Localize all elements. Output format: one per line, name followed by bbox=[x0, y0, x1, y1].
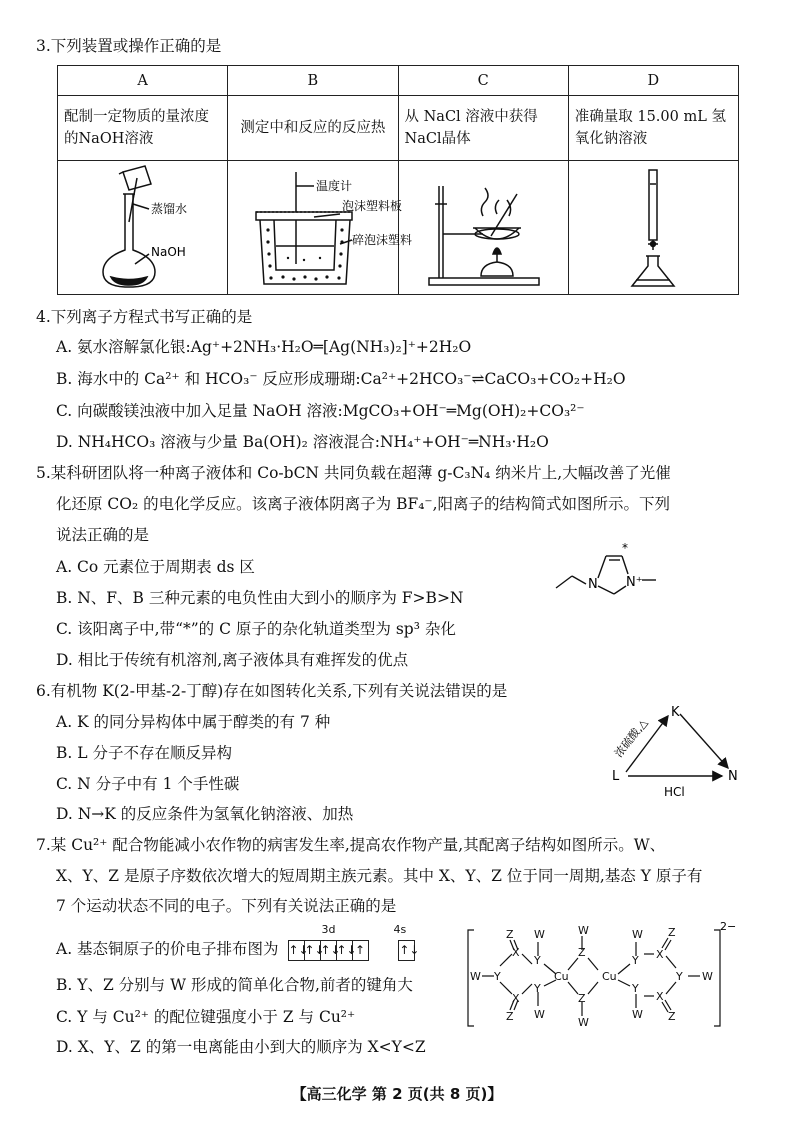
q3-header-b: B bbox=[228, 66, 398, 96]
q5-option-a: A. Co 元素位于周期表 ds 区 bbox=[56, 558, 255, 576]
q3-stem: 3.下列装置或操作正确的是 bbox=[36, 37, 222, 55]
q3-header-c: C bbox=[398, 66, 568, 96]
atom-x: X bbox=[656, 990, 664, 1003]
q7-stem-line2: X、Y、Z 是原子序数依次增大的短周期主族元素。其中 X、Y、Z 位于同一周期,基态 Y 原子有 bbox=[56, 867, 703, 885]
burette-figure bbox=[578, 164, 728, 292]
q5-option-c: C. 该阳离子中,带“*”的 C 原子的杂化轨道类型为 sp³ 杂化 bbox=[56, 620, 456, 638]
label-thermometer: 温度计 bbox=[316, 178, 353, 193]
cu-orbital-diagram bbox=[288, 922, 420, 961]
q4-option-d: D. NH₄HCO₃ 溶液与少量 Ba(OH)₂ 溶液混合:NH₄⁺+OH⁻═NH₃·H₂O bbox=[56, 433, 549, 451]
atom-w: W bbox=[578, 924, 589, 937]
atom-z: Z bbox=[578, 946, 586, 959]
orbital-box: ↑↓ bbox=[304, 940, 320, 961]
q3-apparatus-table bbox=[57, 65, 739, 295]
volumetric-flask-figure bbox=[63, 164, 223, 292]
atom-w: W bbox=[578, 1016, 589, 1029]
node-l: L bbox=[612, 769, 620, 784]
q7-option-c: C. Y 与 Cu²⁺ 的配位键强度小于 Z 与 Cu²⁺ bbox=[56, 1008, 356, 1026]
q4-option-a: A. 氨水溶解氯化银:Ag⁺+2NH₃·H₂O═[Ag(NH₃)₂]⁺+2H₂O bbox=[56, 338, 472, 356]
atom-y: Y bbox=[632, 954, 639, 967]
label-4s: 4s bbox=[393, 922, 407, 936]
node-k: K bbox=[671, 705, 680, 720]
atom-w: W bbox=[632, 928, 643, 941]
atom-w: W bbox=[534, 1008, 545, 1021]
atom-y: Y bbox=[534, 982, 541, 995]
atom-cu: Cu bbox=[602, 970, 617, 983]
atom-z: Z bbox=[578, 992, 586, 1005]
label-naoh: NaOH bbox=[150, 244, 186, 259]
q3-desc-c: 从 NaCl 溶液中获得 NaCl晶体 bbox=[398, 96, 568, 161]
q3-header-d: D bbox=[568, 66, 738, 96]
q5-option-b: B. N、F、B 三种元素的电负性由大到小的顺序为 F>B>N bbox=[56, 589, 464, 607]
conversion-triangle-diagram bbox=[606, 704, 752, 804]
q6-option-c: C. N 分子中有 1 个手性碳 bbox=[56, 775, 240, 793]
asterisk-marker: * bbox=[622, 541, 628, 555]
q7-option-d: D. X、Y、Z 的第一电离能由小到大的顺序为 X<Y<Z bbox=[56, 1038, 426, 1056]
atom-z: Z bbox=[668, 926, 676, 939]
reagent-hcl: HCl bbox=[664, 785, 685, 799]
atom-x: X bbox=[512, 992, 520, 1005]
atom-y: Y bbox=[632, 982, 639, 995]
q5-option-d: D. 相比于传统有机溶剂,离子液体具有难挥发的优点 bbox=[56, 651, 409, 669]
orbital-box: ↑↓ bbox=[336, 940, 352, 961]
n-atom-right: N⁺ bbox=[626, 575, 643, 590]
orbital-box: ↑↓ bbox=[288, 940, 304, 961]
reagent-conc-sulfuric: 浓硫酸,△ bbox=[612, 716, 651, 760]
q6-stem: 6.有机物 K(2-甲基-2-丁醇)存在如图转化关系,下列有关说法错误的是 bbox=[36, 682, 508, 700]
imidazolium-cation-structure bbox=[552, 540, 672, 600]
q5-stem-line3: 说法正确的是 bbox=[56, 526, 150, 544]
q7-option-a bbox=[56, 922, 420, 961]
evaporating-dish-figure bbox=[399, 164, 569, 292]
atom-x: X bbox=[656, 948, 664, 961]
q3-desc-b: 测定中和反应的反应热 bbox=[228, 96, 398, 161]
atom-z: Z bbox=[506, 1010, 514, 1023]
q4-option-c: C. 向碳酸镁浊液中加入足量 NaOH 溶液:MgCO₃+OH⁻═Mg(OH)₂+CO₃²⁻ bbox=[56, 402, 585, 420]
atom-cu: Cu bbox=[554, 970, 569, 983]
q3-desc-a: 配制一定物质的量浓度的NaOH溶液 bbox=[58, 96, 228, 161]
label-3d: 3d bbox=[321, 922, 336, 936]
atom-w: W bbox=[534, 928, 545, 941]
label-foam-board: 泡沫塑料板 bbox=[342, 198, 403, 213]
orbital-3d-group bbox=[288, 940, 369, 961]
orbital-box: ↑ bbox=[352, 940, 368, 961]
q7-stem-line1: 7.某 Cu²⁺ 配合物能减小农作物的病害发生率,提高农作物产量,其配离子结构如图所示。W、 bbox=[36, 836, 666, 854]
label-foam-pieces: 碎泡沫塑料 bbox=[352, 232, 413, 247]
atom-y: Y bbox=[494, 970, 501, 983]
atom-w: W bbox=[470, 970, 481, 983]
calorimeter-figure bbox=[228, 164, 413, 292]
atom-y: Y bbox=[676, 970, 683, 983]
n-atom-left: N bbox=[588, 577, 598, 592]
q7-stem-line3: 7 个运动状态不同的电子。下列有关说法正确的是 bbox=[56, 897, 397, 915]
q7-option-b: B. Y、Z 分别与 W 形成的简单化合物,前者的键角大 bbox=[56, 976, 413, 994]
orbital-box: ↑↓ bbox=[398, 940, 414, 961]
q5-stem-line1: 5.某科研团队将一种离子液体和 Co-bCN 共同负载在超薄 g-C₃N₄ 纳米片上,大幅改善了光催 bbox=[36, 464, 671, 482]
label-distilled-water: 蒸馏水 bbox=[150, 201, 187, 216]
q3-desc-d: 准确量取 15.00 mL 氢氧化钠溶液 bbox=[568, 96, 738, 161]
atom-z: Z bbox=[506, 928, 514, 941]
atom-w: W bbox=[702, 970, 713, 983]
node-n: N bbox=[728, 769, 738, 784]
atom-x: X bbox=[512, 946, 520, 959]
orbital-box: ↑↓ bbox=[320, 940, 336, 961]
complex-charge: 2− bbox=[720, 920, 737, 933]
q7-option-a-text: A. 基态铜原子的价电子排布图为 bbox=[56, 940, 279, 958]
q4-option-b: B. 海水中的 Ca²⁺ 和 HCO₃⁻ 反应形成珊瑚:Ca²⁺+2HCO₃⁻⇌CaCO₃+CO₂+H₂O bbox=[56, 370, 626, 388]
q3-header-a: A bbox=[58, 66, 228, 96]
orbital-4s-group bbox=[398, 940, 420, 961]
atom-w: W bbox=[632, 1008, 643, 1021]
q6-option-b: B. L 分子不存在顺反异构 bbox=[56, 744, 232, 762]
atom-y: Y bbox=[534, 954, 541, 967]
atom-z: Z bbox=[668, 1010, 676, 1023]
q4-stem: 4.下列离子方程式书写正确的是 bbox=[36, 308, 253, 326]
q5-stem-line2: 化还原 CO₂ 的电化学反应。该离子液体阴离子为 BF₄⁻,阳离子的结构简式如图所示。下列 bbox=[56, 495, 671, 513]
copper-complex-structure bbox=[462, 920, 742, 1032]
q6-option-d: D. N→K 的反应条件为氢氧化钠溶液、加热 bbox=[56, 805, 354, 823]
q6-option-a: A. K 的同分异构体中属于醇类的有 7 种 bbox=[56, 713, 331, 731]
page-footer: 【高三化学 第 2 页(共 8 页)】 bbox=[291, 1085, 503, 1103]
